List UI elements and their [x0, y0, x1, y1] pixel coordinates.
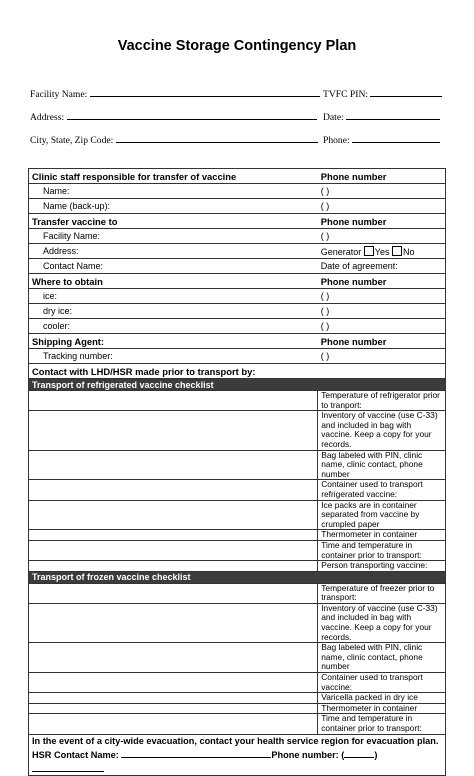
clinic-staff-heading: Clinic staff responsible for transfer of vaccine [29, 169, 318, 184]
transfer-heading: Transfer vaccine to [29, 214, 318, 229]
checkbox-cell[interactable] [29, 540, 318, 560]
clinic-staff-header-row [29, 169, 446, 184]
hsr-contact-label: HSR Contact Name: [32, 749, 119, 760]
frozen-checklist-item[interactable] [29, 714, 446, 734]
dry-ice-label: dry ice: [29, 304, 318, 319]
checklist-item-label: Inventory of vaccine (use C-33) and included in bag with vaccine. Keep a copy for your records. [318, 411, 446, 450]
refrigerated-checklist-item[interactable] [29, 561, 446, 572]
ice-row[interactable] [29, 289, 446, 304]
checklist-item-label: Container used to transport refrigerated vaccine: [318, 480, 446, 500]
frozen-checklist-item[interactable] [29, 693, 446, 704]
date-row [323, 109, 440, 123]
shipping-heading: Shipping Agent: [29, 334, 318, 349]
date-of-agreement-label: Date of agreement: [318, 259, 446, 274]
hsr-contact-field[interactable] [121, 747, 271, 758]
checkbox-cell[interactable] [29, 643, 318, 673]
checkbox-cell[interactable] [29, 603, 318, 642]
tvfc-pin-label: TVFC PIN: [323, 89, 369, 100]
checklist-item-label: Thermometer in container [318, 703, 446, 714]
staff-name-label: Name: [29, 184, 318, 199]
phone-field[interactable] [352, 132, 440, 143]
transfer-facility-label: Facility Name: [29, 229, 318, 244]
checklist-item-label: Bag labeled with PIN, clinic name, clinic contact, phone number [318, 450, 446, 480]
backup-phone-field[interactable]: ( ) [320, 201, 330, 211]
checklist-item-label: Temperature of refrigerator prior to tranport: [318, 391, 446, 411]
cooler-label: cooler: [29, 319, 318, 334]
checkbox-cell[interactable] [29, 500, 318, 530]
contact-lhd-label: Contact with LHD/HSR made prior to transport by: [29, 364, 446, 379]
phone-label: Phone: [323, 135, 350, 146]
tracking-row[interactable] [29, 349, 446, 364]
staff-backup-row[interactable] [29, 199, 446, 214]
frozen-checklist-heading: Transport of frozen vaccine checklist [29, 571, 446, 583]
cooler-phone-field[interactable]: ( ) [320, 321, 330, 331]
obtain-header-row [29, 274, 446, 289]
checkbox-cell[interactable] [29, 561, 318, 572]
contact-lhd-row[interactable] [29, 364, 446, 379]
city-state-zip-field[interactable] [116, 132, 318, 143]
dry-ice-phone-field[interactable]: ( ) [320, 306, 330, 316]
generator-no-checkbox[interactable] [392, 246, 402, 256]
tvfc-pin-field[interactable] [370, 86, 442, 97]
checkbox-cell[interactable] [29, 583, 318, 603]
staff-backup-label: Name (back-up): [29, 199, 318, 214]
checkbox-cell[interactable] [29, 673, 318, 693]
date-label: Date: [323, 112, 344, 123]
frozen-checklist-item[interactable] [29, 583, 446, 603]
refrigerated-checklist-item[interactable] [29, 500, 446, 530]
checkbox-cell[interactable] [29, 530, 318, 541]
checkbox-cell[interactable] [29, 411, 318, 450]
transfer-facility-row[interactable] [29, 229, 446, 244]
checklist-item-label: Time and temperature in container prior to transport: [318, 540, 446, 560]
refrigerated-checklist-item[interactable] [29, 411, 446, 450]
frozen-checklist-header [29, 571, 446, 583]
frozen-checklist-item[interactable] [29, 703, 446, 714]
frozen-checklist-item[interactable] [29, 673, 446, 693]
checkbox-cell[interactable] [29, 693, 318, 704]
footer-row [29, 734, 446, 775]
shipping-header-row [29, 334, 446, 349]
transfer-contact-label: Contact Name: [29, 259, 318, 274]
checklist-item-label: Time and temperature in container prior to transport: [318, 714, 446, 734]
obtain-phone-heading: Phone number [318, 274, 446, 289]
staff-name-row[interactable] [29, 184, 446, 199]
refrigerated-checklist-item[interactable] [29, 540, 446, 560]
checkbox-cell[interactable] [29, 703, 318, 714]
generator-no-label: No [402, 246, 415, 257]
shipping-phone-field[interactable]: ( ) [320, 351, 330, 361]
city-state-zip-label: City, State, Zip Code: [30, 135, 114, 146]
ice-label: ice: [29, 289, 318, 304]
checklist-item-label: Ice packs are in container separated from vaccine by crumpled paper [318, 500, 446, 530]
refrigerated-checklist-item[interactable] [29, 391, 446, 411]
facility-name-label: Facility Name: [30, 89, 88, 100]
hsr-close-paren: ) [374, 749, 378, 760]
checklist-item-label: Container used to transport vaccine: [318, 673, 446, 693]
address-field[interactable] [67, 109, 317, 120]
checklist-item-label: Varicella packed in dry ice [318, 693, 446, 704]
contingency-form-table [28, 168, 446, 776]
transfer-phone-field[interactable]: ( ) [320, 231, 330, 241]
transfer-phone-heading: Phone number [318, 214, 446, 229]
hsr-phone-field[interactable] [32, 761, 104, 772]
frozen-checklist-item[interactable] [29, 603, 446, 642]
checkbox-cell[interactable] [29, 450, 318, 480]
cooler-row[interactable] [29, 319, 446, 334]
checklist-item-label: Temperature of freezer prior to transport: [318, 583, 446, 603]
address-label: Address: [30, 112, 65, 123]
ice-phone-field[interactable]: ( ) [320, 291, 330, 301]
staff-phone-field[interactable]: ( ) [320, 186, 330, 196]
transfer-contact-row[interactable] [29, 259, 446, 274]
shipping-phone-heading: Phone number [318, 334, 446, 349]
obtain-heading: Where to obtain [29, 274, 318, 289]
refrigerated-checklist-item[interactable] [29, 480, 446, 500]
generator-yes-label: Yes [374, 246, 390, 257]
checklist-item-label: Inventory of vaccine (use C-33) and included in bag with vaccine. Keep a copy for your records. [318, 603, 446, 642]
phone-number-heading: Phone number [318, 169, 446, 184]
checklist-item-label: Person transporting vaccine: [318, 561, 446, 572]
tvfc-pin-row [323, 86, 442, 100]
generator-label: Generator [320, 246, 362, 257]
facility-name-row [30, 86, 320, 100]
refrigerated-checklist [29, 391, 446, 572]
refrigerated-checklist-item[interactable] [29, 450, 446, 480]
transfer-address-label: Address: [29, 244, 318, 259]
address-row [30, 109, 317, 123]
transfer-address-row[interactable] [29, 244, 446, 259]
dry-ice-row[interactable] [29, 304, 446, 319]
page-title: Vaccine Storage Contingency Plan [117, 38, 357, 54]
refrigerated-checklist-header [29, 379, 446, 391]
checklist-item-label: Thermometer in container [318, 530, 446, 541]
frozen-checklist-item[interactable] [29, 643, 446, 673]
city-state-zip-row [30, 132, 318, 146]
hsr-phone-label: Phone number: ( [271, 749, 345, 760]
hsr-area-code-field[interactable] [344, 747, 374, 758]
checkbox-cell[interactable] [29, 714, 318, 734]
transfer-header-row [29, 214, 446, 229]
refrigerated-checklist-heading: Transport of refrigerated vaccine checklist [29, 379, 446, 391]
checkbox-cell[interactable] [29, 391, 318, 411]
date-field[interactable] [346, 109, 440, 120]
facility-name-field[interactable] [90, 86, 320, 97]
evacuation-note: In the event of a city-wide evacuation, contact your health service region for evacuation plan. [32, 735, 439, 746]
checklist-item-label: Bag labeled with PIN, clinic name, clinic contact, phone number [318, 643, 446, 673]
tracking-label: Tracking number: [29, 349, 318, 364]
frozen-checklist [29, 583, 446, 734]
checkbox-cell[interactable] [29, 480, 318, 500]
refrigerated-checklist-item[interactable] [29, 530, 446, 541]
hsr-contact-line [32, 747, 442, 775]
generator-yes-checkbox[interactable] [364, 246, 374, 256]
phone-row [323, 132, 440, 146]
